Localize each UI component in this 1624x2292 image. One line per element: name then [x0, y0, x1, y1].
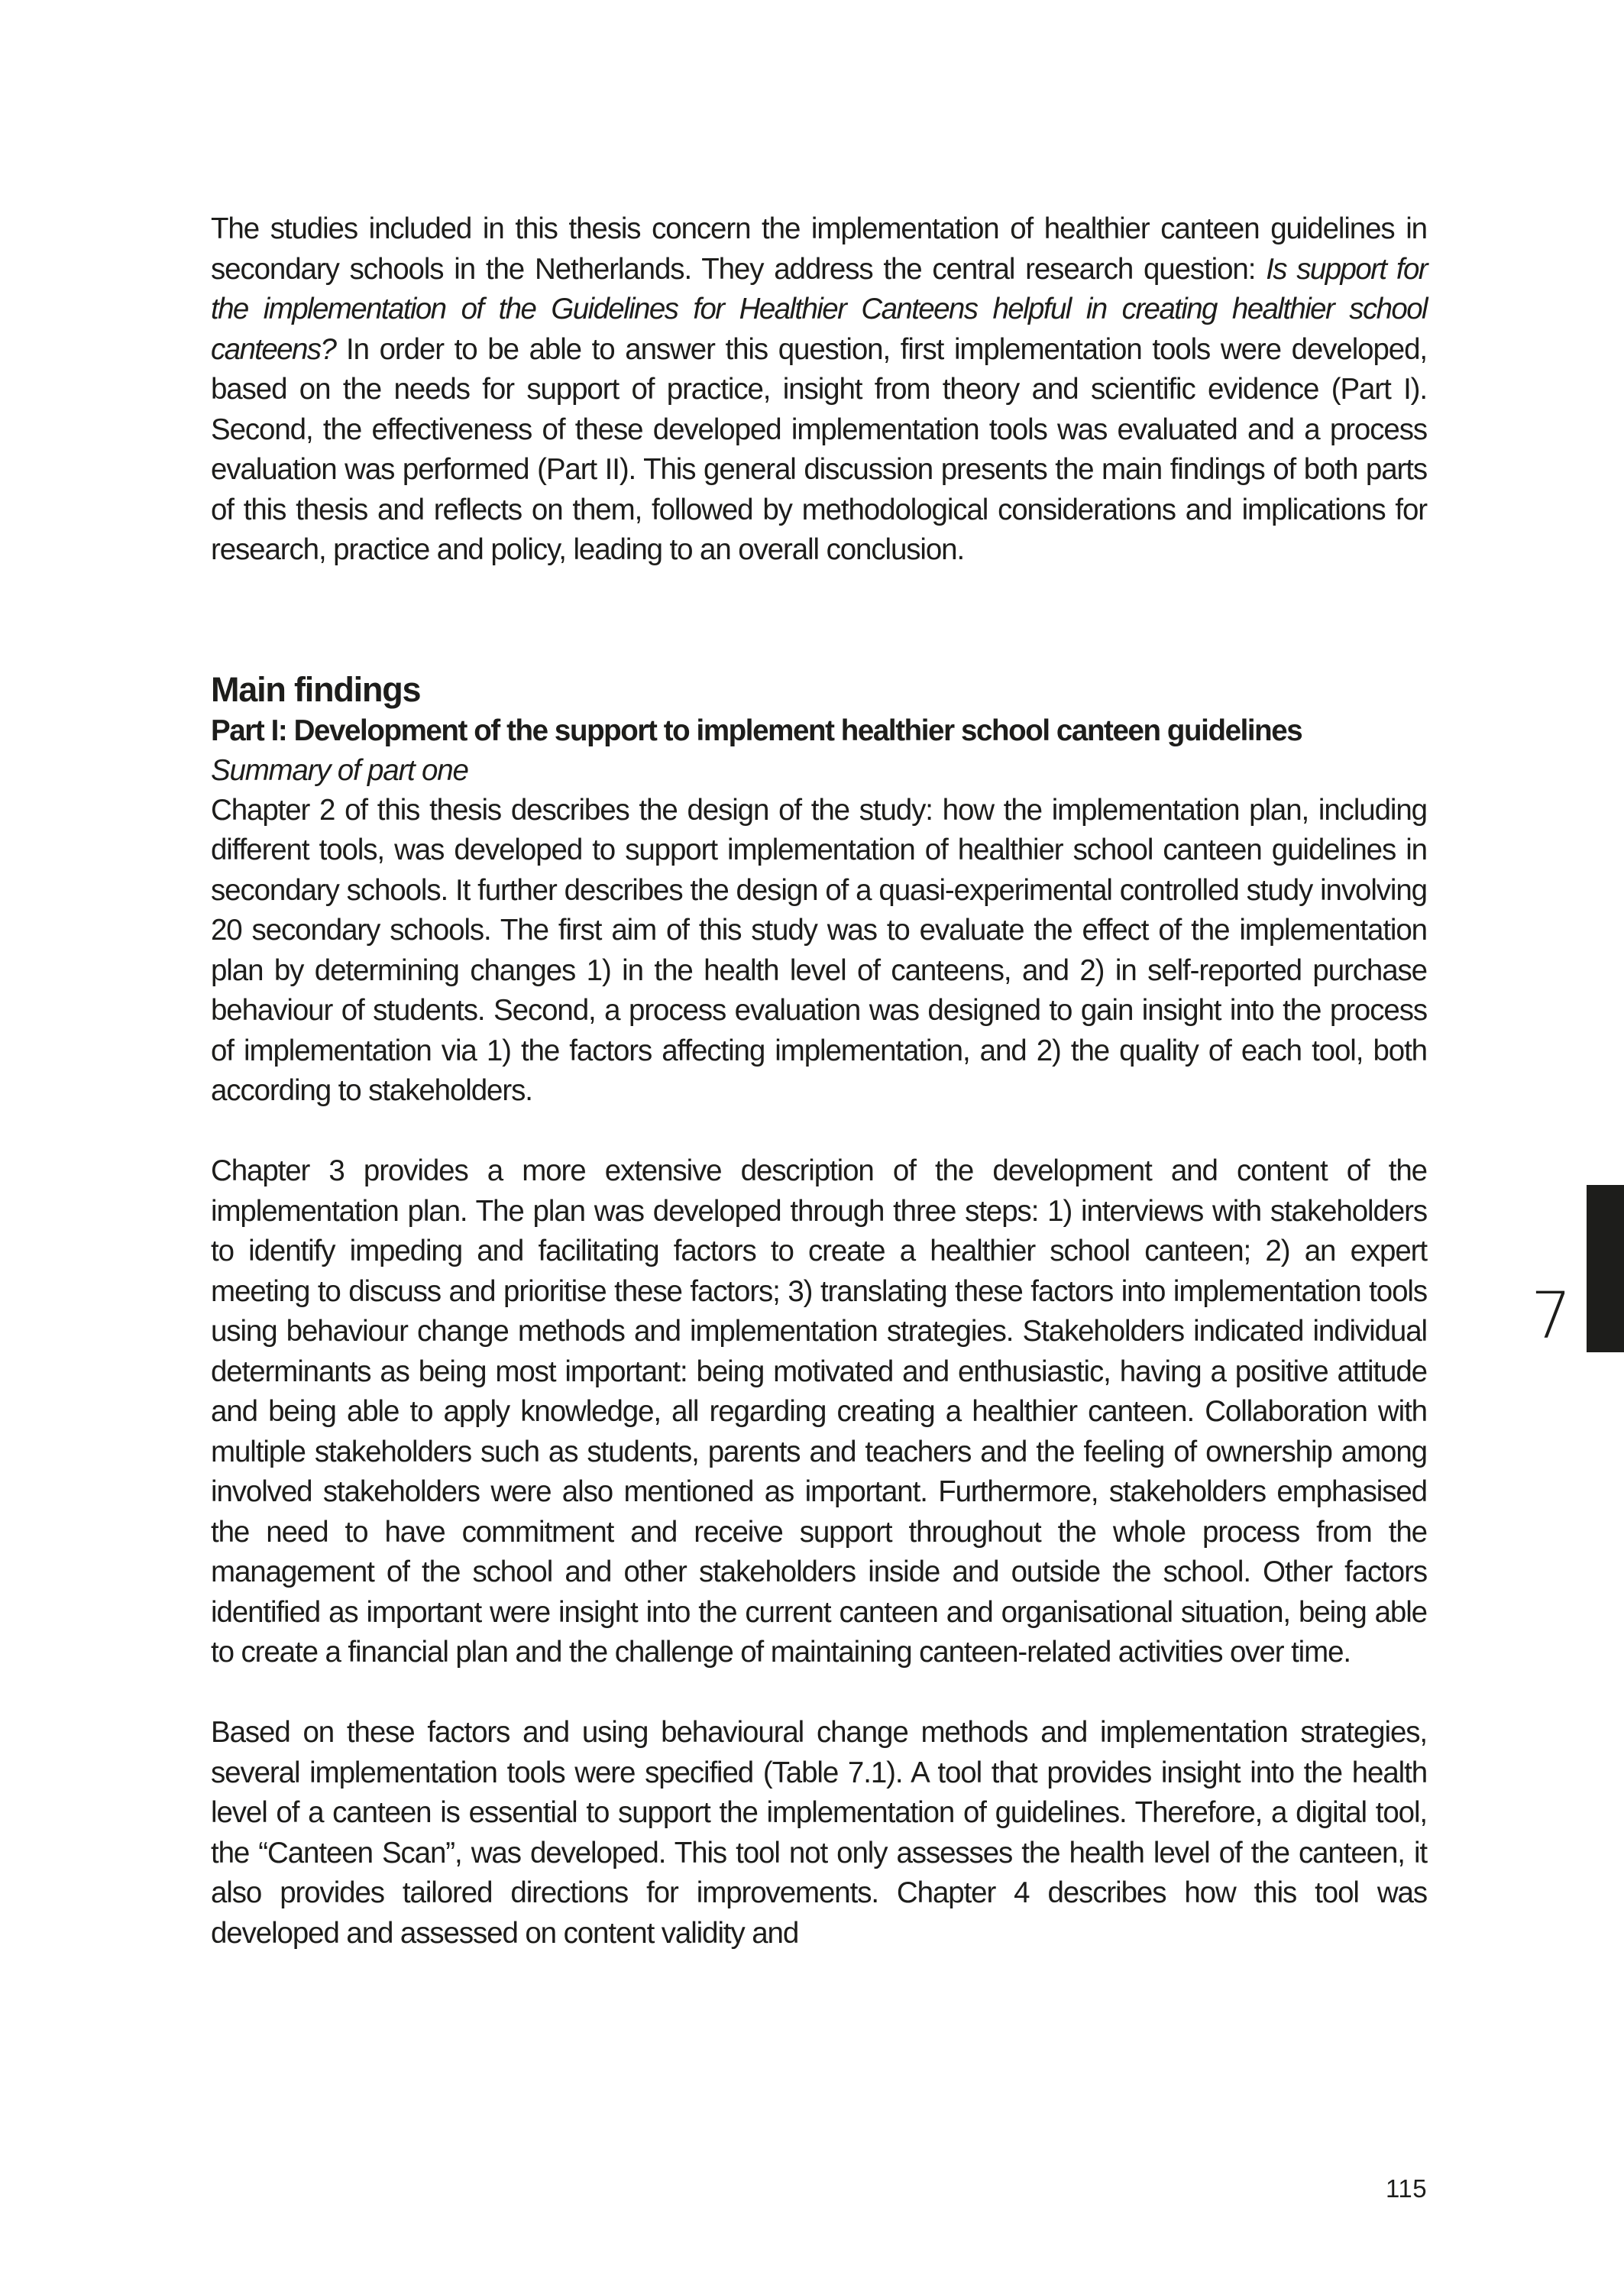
chapter-number: 7 — [1531, 1278, 1572, 1353]
intro-paragraph — [211, 209, 1427, 571]
page-number: 115 — [1386, 2174, 1428, 2203]
summary-label: Summary of part one — [211, 753, 468, 787]
page-body — [211, 209, 1427, 1954]
part-subtitle: Part I: Development of the support to implement healthier school canteen guidelines — [211, 714, 1302, 747]
paragraph-tools: Based on these factors and using behavioural change methods and implementation strategies, several implementation tools were specified (Table 7.1). A tool that provides insight into the health level of a canteen is essential to support the implementation of guidelines. Therefore, a digital tool, the “Canteen Scan”, was developed. This tool not only assesses the health level of the canteen, it also provides tailored directions for improvements. Chapter 4 describes how this tool was developed and assessed on content validity and — [211, 1716, 1427, 1950]
research-question: Is support for the implementation of the Guidelines for Healthier Canteens helpful in creating healthier school canteens? — [211, 252, 1427, 366]
chapter-thumb-tab — [1587, 1185, 1624, 1352]
section-title: Main findings — [211, 669, 421, 709]
paragraph-chapter-2: Chapter 2 of this thesis describes the design of the study: how the implementation plan, including different tools, was developed to support implementation of healthier school canteen guidelines in secondary schools. It further describes the design of a quasi-experimental controlled study involving 20 secondary schools. The first aim of this study was to evaluate the effect of the implementation plan by determining changes 1) in the health level of canteens, and 2) in self-reported purchase behaviour of students. Second, a process evaluation was designed to gain insight into the process of implementation via 1) the factors affecting implementation, and 2) the quality of each tool, both according to stakeholders. — [211, 793, 1427, 1107]
intro-rest-text: In order to be able to answer this question, first implementation tools were developed, based on the needs for support of practice, insight from theory and scientific evidence (Part I). Second, the effectiveness of these developed implementation tools was evaluated and a process evaluation was performed (Part II). This general discussion presents the main findings of both parts of this thesis and reflects on them, followed by methodological considerations and implications for research, practice and policy, leading to an overall conclusion. — [211, 332, 1427, 566]
intro-lead-text: The studies included in this thesis concern the implementation of healthier canteen guidelines in secondary schools in the Netherlands. They address the central research question: — [211, 212, 1427, 286]
paragraph-chapter-3: Chapter 3 provides a more extensive description of the development and content of the implementation plan. The plan was developed through three steps: 1) interviews with stakeholders to identify impeding and facilitating factors to create a healthier school canteen; 2) an expert meeting to discuss and prioritise these factors; 3) translating these factors into implementation tools using behaviour change methods and implementation strategies. Stakeholders indicated individual determinants as being most important: being motivated and enthusiastic, having a positive attitude and being able to apply knowledge, all regarding creating a healthier canteen. Collaboration with multiple stakeholders such as students, parents and teachers and the feeling of ownership among involved stakeholders were also mentioned as important. Furthermore, stakeholders emphasised the need to have commitment and receive support throughout the whole process from the management of the school and other stakeholders inside and outside the school. Other factors identified as important were insight into the current canteen and organisational situation, being able to create a financial plan and the challenge of maintaining canteen-related activities over time. — [211, 1154, 1427, 1669]
